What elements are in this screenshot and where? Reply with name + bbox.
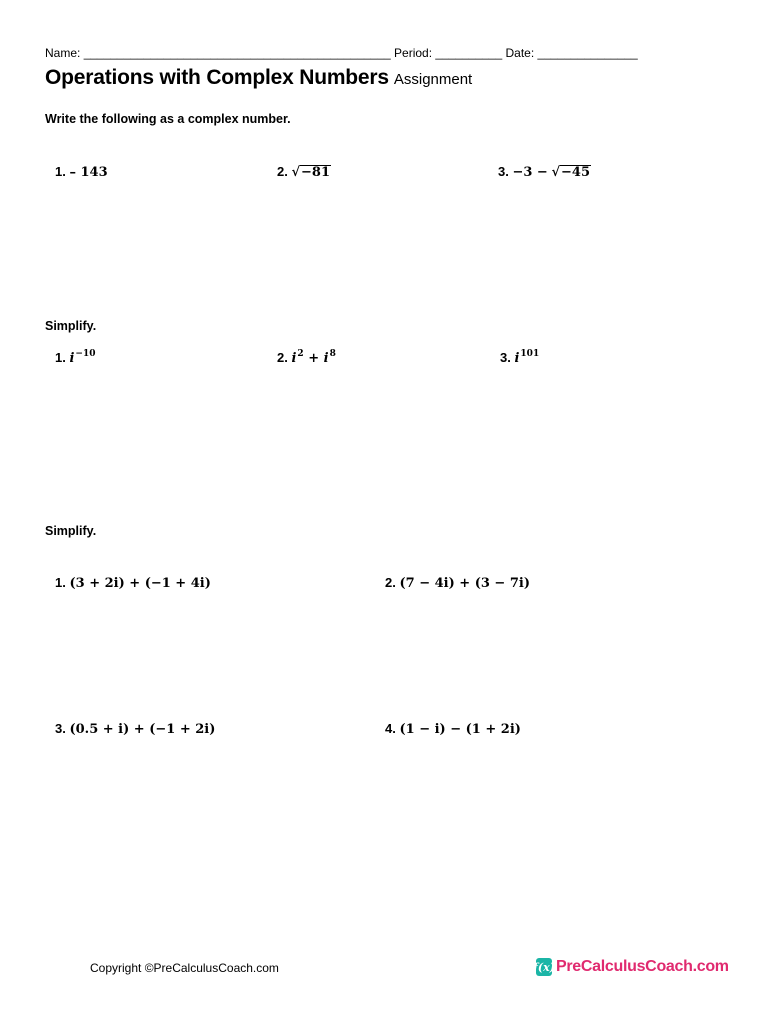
base-1: i: [291, 351, 297, 366]
section3-instruction: Simplify.: [45, 524, 97, 538]
problem-number: 2.: [385, 575, 396, 590]
power-expression: [514, 351, 539, 366]
s3-problem-3: [55, 721, 215, 737]
page-title: Operations with Complex Numbers: [45, 66, 389, 89]
base: i: [514, 351, 520, 366]
s1-problem-2: [277, 164, 331, 180]
name-label: Name:: [45, 46, 81, 60]
problem-number: 3.: [498, 164, 509, 179]
exponent-2: 8: [329, 349, 336, 359]
sqrt-expression: √−81: [291, 165, 330, 180]
problem-number: 3.: [55, 721, 66, 736]
problem-number: 1.: [55, 350, 66, 365]
radicand: −45: [561, 165, 590, 180]
exponent-1: 2: [297, 349, 304, 359]
problem-expression: (3 + 2i) + (−1 + 4i): [69, 576, 211, 591]
s3-problem-1: [55, 575, 211, 591]
brand-name: PreCalculusCoach.com: [556, 958, 729, 975]
problem-number: 4.: [385, 721, 396, 736]
sqrt-expression: √−45: [551, 165, 590, 180]
s2-problem-3: [500, 350, 539, 366]
power-expression: [69, 351, 95, 366]
problem-number: 3.: [500, 350, 511, 365]
date-blank: _______________: [537, 46, 638, 60]
problem-number: 2.: [277, 164, 288, 179]
exponent: −10: [75, 349, 96, 359]
problem-expression: (7 − 4i) + (3 − 7i): [399, 576, 530, 591]
operator: +: [308, 351, 320, 366]
exponent: 101: [520, 349, 540, 359]
problem-number: 1.: [55, 164, 66, 179]
base: i: [69, 351, 75, 366]
base-2: i: [323, 351, 329, 366]
problem-number: 2.: [277, 350, 288, 365]
s2-problem-2: [277, 350, 336, 366]
date-label: Date:: [505, 46, 535, 60]
s1-problem-1: [55, 164, 108, 180]
s3-problem-2: [385, 575, 530, 591]
problem-expression: (0.5 + i) + (−1 + 2i): [69, 722, 216, 737]
header-fields: [45, 46, 638, 60]
s3-problem-4: [385, 721, 521, 737]
page-subtitle: Assignment: [393, 71, 473, 88]
title-row: [45, 66, 472, 90]
brand-logo: [533, 958, 729, 976]
s1-problem-3: [498, 164, 591, 180]
section1-instruction: Write the following as a complex number.: [45, 112, 291, 126]
problem-number: 1.: [55, 575, 66, 590]
problem-expression: – 143: [69, 165, 108, 180]
period-blank: __________: [435, 46, 503, 60]
copyright-text: Copyright ©PreCalculusCoach.com: [90, 961, 279, 975]
period-label: Period:: [394, 46, 433, 60]
name-blank: ______________________________________________: [83, 46, 391, 60]
s2-problem-1: [55, 350, 96, 366]
section2-instruction: Simplify.: [45, 319, 97, 333]
power-sum-expression: [291, 351, 335, 366]
expression-prefix: −3 −: [512, 165, 548, 180]
function-icon: f(x): [536, 958, 552, 976]
problem-expression: (1 − i) − (1 + 2i): [399, 722, 521, 737]
radicand: −81: [301, 165, 330, 180]
